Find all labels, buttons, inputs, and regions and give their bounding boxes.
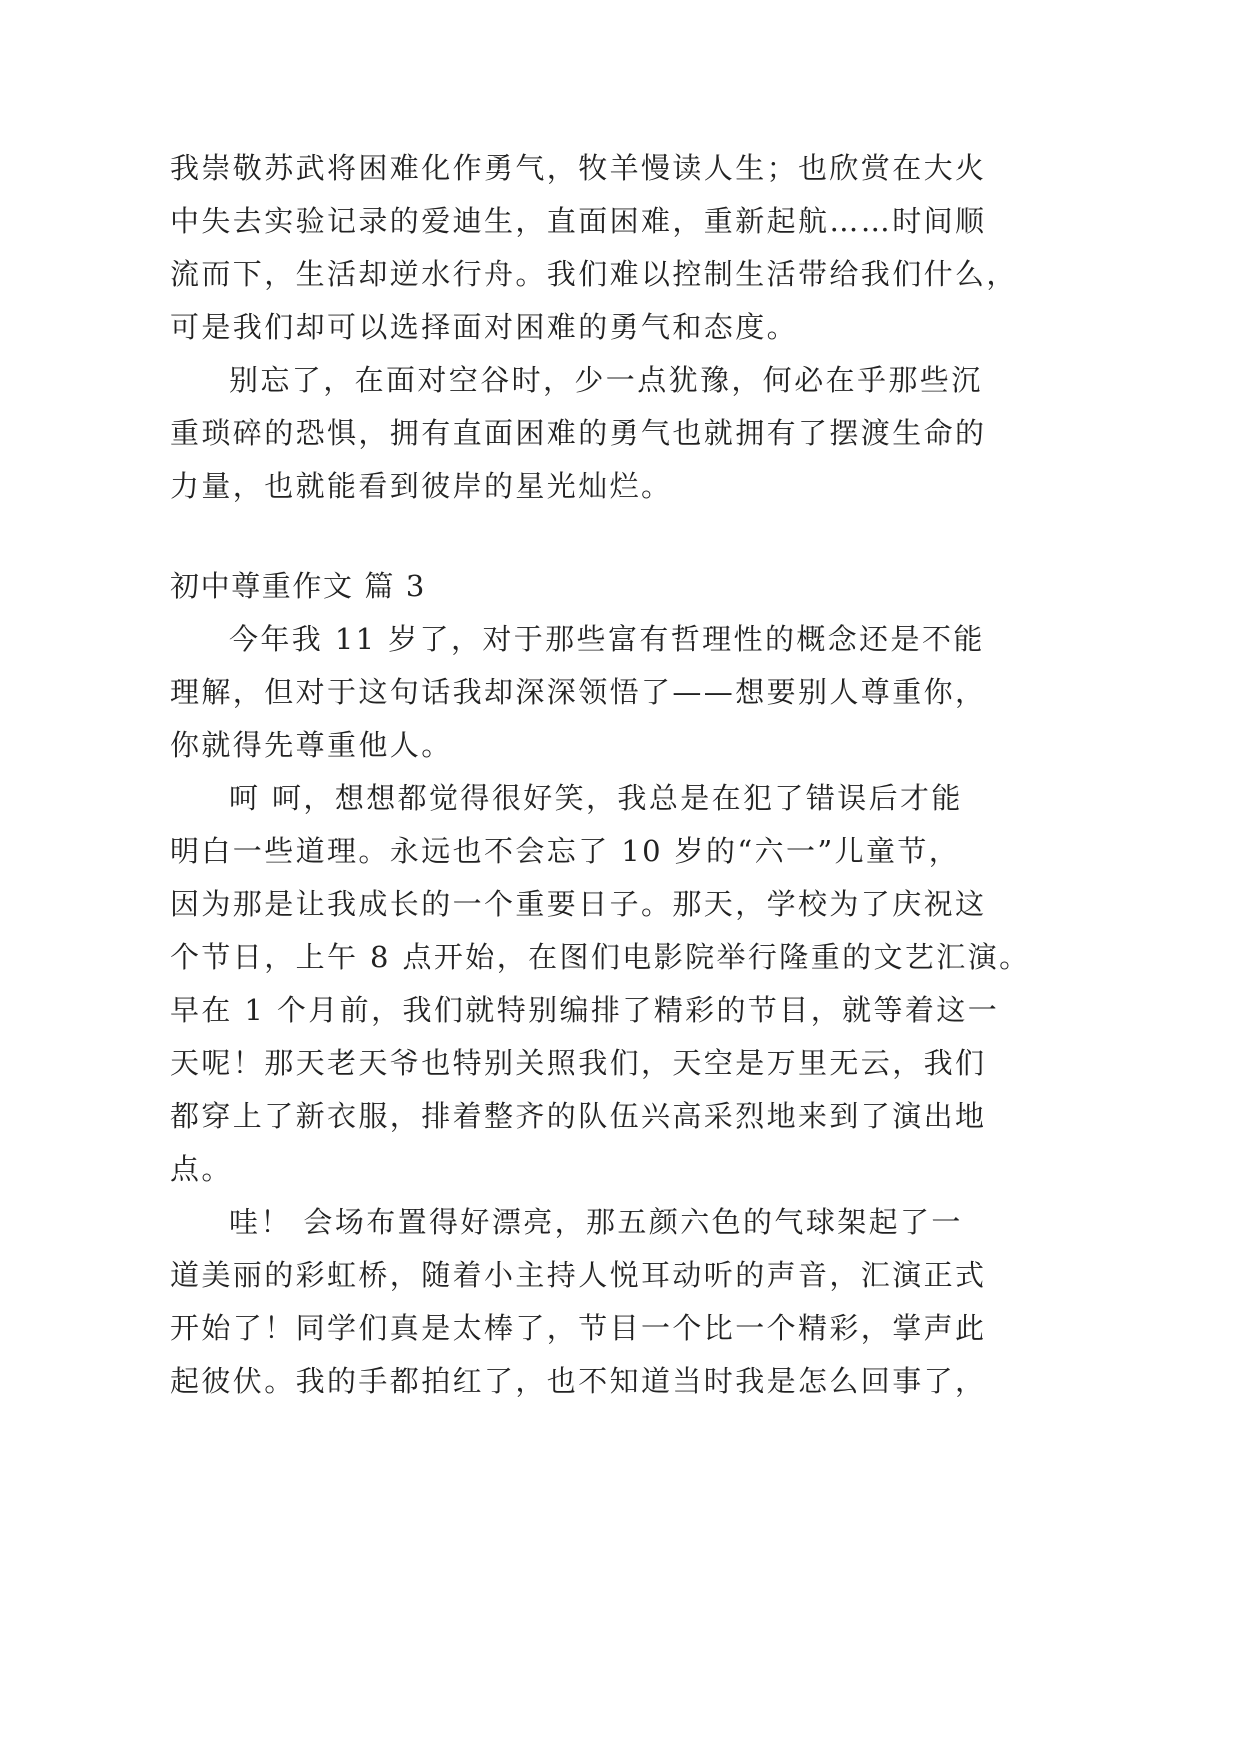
line-11: 你就得先尊重他人。 bbox=[170, 728, 453, 762]
line-15: 个节日，上午 8 点开始，在图们电影院举行隆重的文艺汇演。 bbox=[170, 940, 1031, 974]
line-9: 今年我 11 岁了，对于那些富有哲理性的概念还是不能 bbox=[229, 622, 985, 656]
line-19: 点。 bbox=[170, 1152, 233, 1186]
line-21: 道美丽的彩虹桥，随着小主持人悦耳动听的声音，汇演正式 bbox=[170, 1258, 987, 1292]
line-10: 理解，但对于这句话我却深深领悟了——想要别人尊重你， bbox=[170, 675, 987, 709]
line-1: 我崇敬苏武将困难化作勇气，牧羊慢读人生；也欣赏在大火 bbox=[170, 151, 987, 185]
line-6: 重琐碎的恐惧，拥有直面困难的勇气也就拥有了摆渡生命的 bbox=[170, 416, 987, 450]
line-2: 中失去实验记录的爱迪生，直面困难，重新起航……时间顺 bbox=[170, 204, 987, 238]
line-14: 因为那是让我成长的一个重要日子。那天，学校为了庆祝这 bbox=[170, 887, 987, 921]
line-12: 呵 呵，想想都觉得很好笑，我总是在犯了错误后才能 bbox=[229, 781, 963, 815]
line-7: 力量，也就能看到彼岸的星光灿烂。 bbox=[170, 469, 673, 503]
line-20: 哇！ 会场布置得好漂亮，那五颜六色的气球架起了一 bbox=[229, 1205, 963, 1239]
line-13: 明白一些道理。永远也不会忘了 10 岁的“六一”儿童节， bbox=[170, 834, 961, 868]
line-17: 天呢！那天老天爷也特别关照我们，天空是万里无云，我们 bbox=[170, 1046, 987, 1080]
line-5: 别忘了，在面对空谷时，少一点犹豫，何必在乎那些沉 bbox=[229, 363, 983, 397]
line-16: 早在 1 个月前，我们就特别编排了精彩的节目，就等着这一 bbox=[170, 993, 1000, 1027]
line-3: 流而下，生活却逆水行舟。我们难以控制生活带给我们什么， bbox=[170, 257, 1018, 291]
line-22: 开始了！同学们真是太棒了，节目一个比一个精彩，掌声此 bbox=[170, 1311, 987, 1345]
section-heading: 初中尊重作文 篇 3 bbox=[170, 569, 426, 603]
line-23: 起彼伏。我的手都拍红了，也不知道当时我是怎么回事了， bbox=[170, 1364, 987, 1398]
line-4: 可是我们却可以选择面对困难的勇气和态度。 bbox=[170, 310, 799, 344]
line-18: 都穿上了新衣服，排着整齐的队伍兴高采烈地来到了演出地 bbox=[170, 1099, 987, 1133]
